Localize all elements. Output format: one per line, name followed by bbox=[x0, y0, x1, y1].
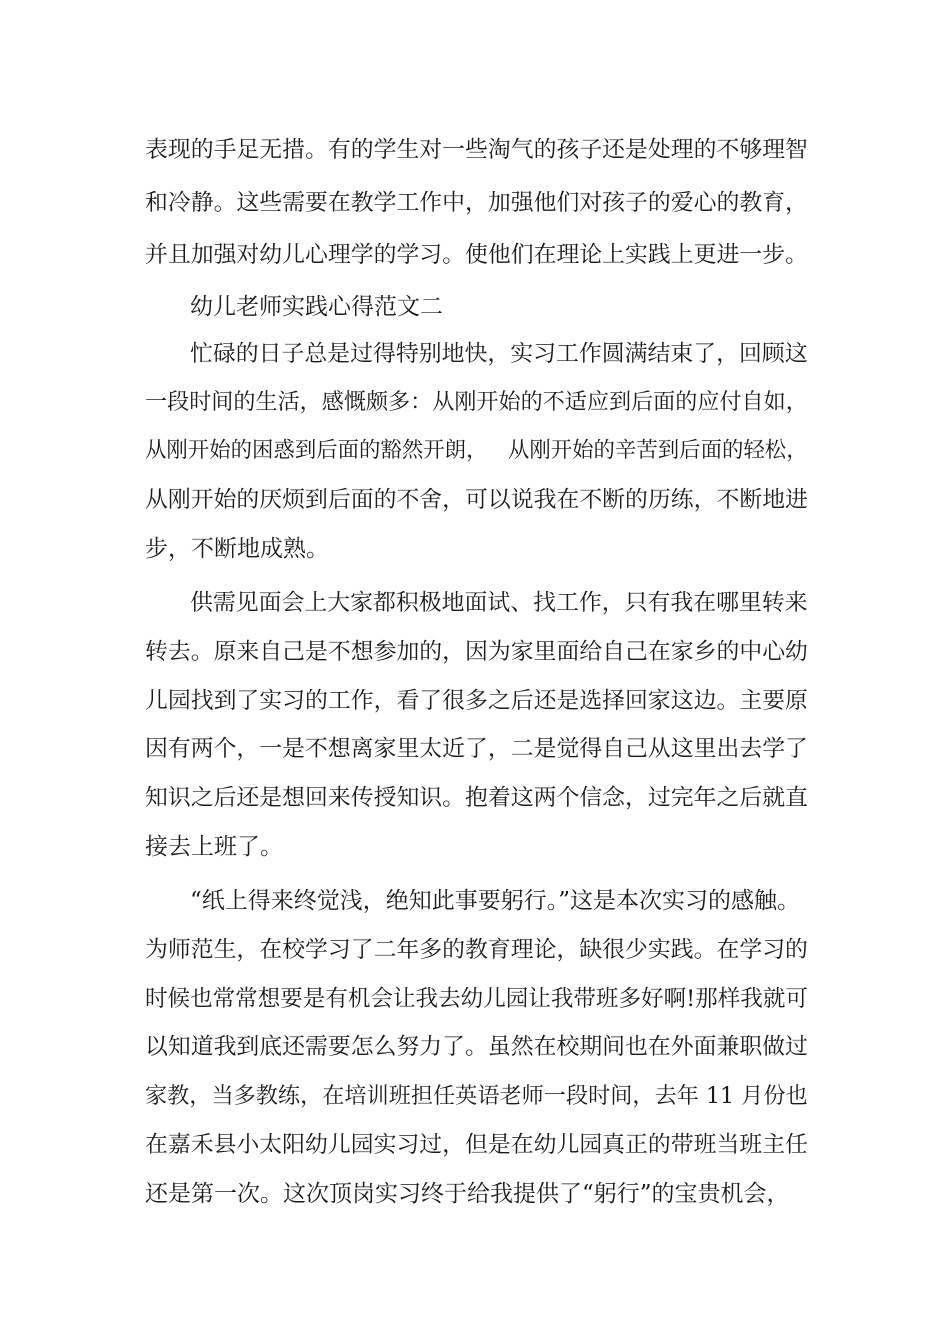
text-line: “纸上得来终觉浅，绝知此事要躬行。”这是本次实习的感触。 bbox=[190, 888, 801, 914]
text-line: 一段时间的生活，感慨颇多：从刚开始的不适应到后面的应付自如， bbox=[145, 389, 808, 415]
section-heading: 幼儿老师实践心得范文二 bbox=[190, 294, 443, 320]
text-line: 儿园找到了实习的工作，看了很多之后还是选择回家这边。主要原 bbox=[145, 688, 808, 714]
text-line: 和冷静。这些需要在教学工作中，加强他们对孩子的爱心的教育， bbox=[145, 190, 808, 216]
text-line: 忙碌的日子总是过得特别地快，实习工作圆满结束了，回顾这 bbox=[190, 341, 808, 367]
text-line: 供需见面会上大家都积极地面试、找工作，只有我在哪里转来 bbox=[190, 590, 808, 616]
text-line: 接去上班了。 bbox=[145, 834, 283, 860]
text-line: 以知道我到底还需要怎么努力了。虽然在校期间也在外面兼职做过 bbox=[145, 1034, 808, 1060]
text-line: 在嘉禾县小太阳幼儿园实习过，但是在幼儿园真正的带班当班主任 bbox=[145, 1132, 808, 1158]
text-line: 转去。原来自己是不想参加的，因为家里面给自己在家乡的中心幼 bbox=[145, 639, 808, 665]
text-line: 步，不断地成熟。 bbox=[145, 536, 329, 562]
text-line: 知识之后还是想回来传授知识。抱着这两个信念，过完年之后就直 bbox=[145, 785, 808, 811]
text-line: 从刚开始的困惑到后面的豁然开朗， 从刚开始的辛苦到后面的轻松， bbox=[145, 438, 808, 463]
text-line: 从刚开始的厌烦到后面的不舍，可以说我在不断的历练，不断地进 bbox=[145, 487, 808, 513]
text-line: 家教，当多教练，在培训班担任英语老师一段时间，去年 11 月份也 bbox=[145, 1083, 808, 1109]
text-line: 并且加强对幼儿心理学的学习。使他们在理论上实践上更进一步。 bbox=[145, 242, 808, 268]
text-line: 为师范生，在校学习了二年多的教育理论，缺很少实践。在学习的 bbox=[145, 937, 808, 963]
text-line: 时候也常常想要是有机会让我去幼儿园让我带班多好啊!那样我就可 bbox=[145, 986, 808, 1012]
text-line: 因有两个，一是不想离家里太近了，二是觉得自己从这里出去学了 bbox=[145, 736, 808, 762]
text-line: 还是第一次。这次顶岗实习终于给我提供了“躬行”的宝贵机会， bbox=[145, 1181, 790, 1207]
text-line: 表现的手足无措。有的学生对一些淘气的孩子还是处理的不够理智 bbox=[145, 137, 808, 163]
